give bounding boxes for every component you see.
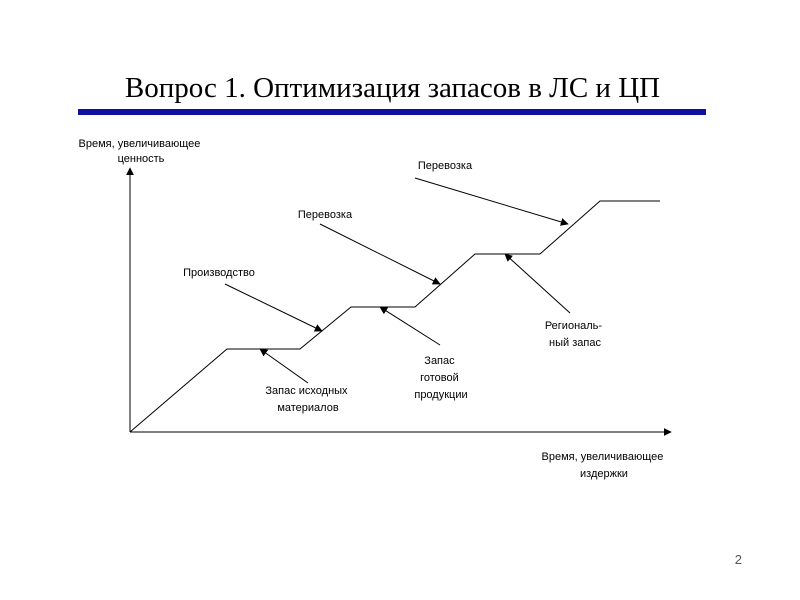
label-finished-goods-stock-line-3: продукции [414, 389, 468, 401]
slide-title: Вопрос 1. Оптимизация запасов в ЛС и ЦП [124, 72, 661, 104]
x-axis-label [542, 451, 667, 480]
arrow-production [225, 284, 322, 331]
arrow-finished-goods-stock [380, 307, 440, 345]
label-regional-stock [545, 320, 605, 349]
label-finished-goods-stock-line-1: Запас [424, 355, 455, 367]
label-production-line-1: Производство [183, 267, 255, 279]
page-number: 2 [734, 552, 742, 567]
label-raw-materials-stock-line-2: материалов [277, 402, 339, 414]
x-axis-label-line-2: издержки [580, 468, 628, 480]
label-transport-top [418, 160, 473, 172]
label-finished-goods-stock-line-2: готовой [420, 372, 459, 384]
label-raw-materials-stock [265, 385, 350, 414]
label-finished-goods-stock [414, 355, 467, 401]
label-regional-stock-line-2: ный запас [549, 337, 601, 349]
label-transport-top-line-1: Перевозка [417, 160, 473, 172]
arrow-transport-top [415, 178, 568, 224]
arrow-raw-materials-stock [260, 349, 308, 383]
label-raw-materials-stock-line-1: Запас исходных [265, 385, 348, 397]
arrow-regional-stock [505, 254, 570, 313]
x-axis-label-line-1: Время, увеличивающее [541, 451, 664, 463]
y-axis-label [79, 138, 204, 165]
label-transport-mid [298, 209, 353, 221]
y-axis-label-line-2: ценность [117, 153, 165, 165]
label-transport-mid-line-1: Перевозка [297, 209, 353, 221]
label-production [183, 267, 255, 279]
arrow-transport-mid [320, 224, 440, 284]
y-axis-label-line-1: Время, увеличивающее [78, 138, 201, 150]
label-regional-stock-line-1: Региональ- [544, 320, 603, 332]
